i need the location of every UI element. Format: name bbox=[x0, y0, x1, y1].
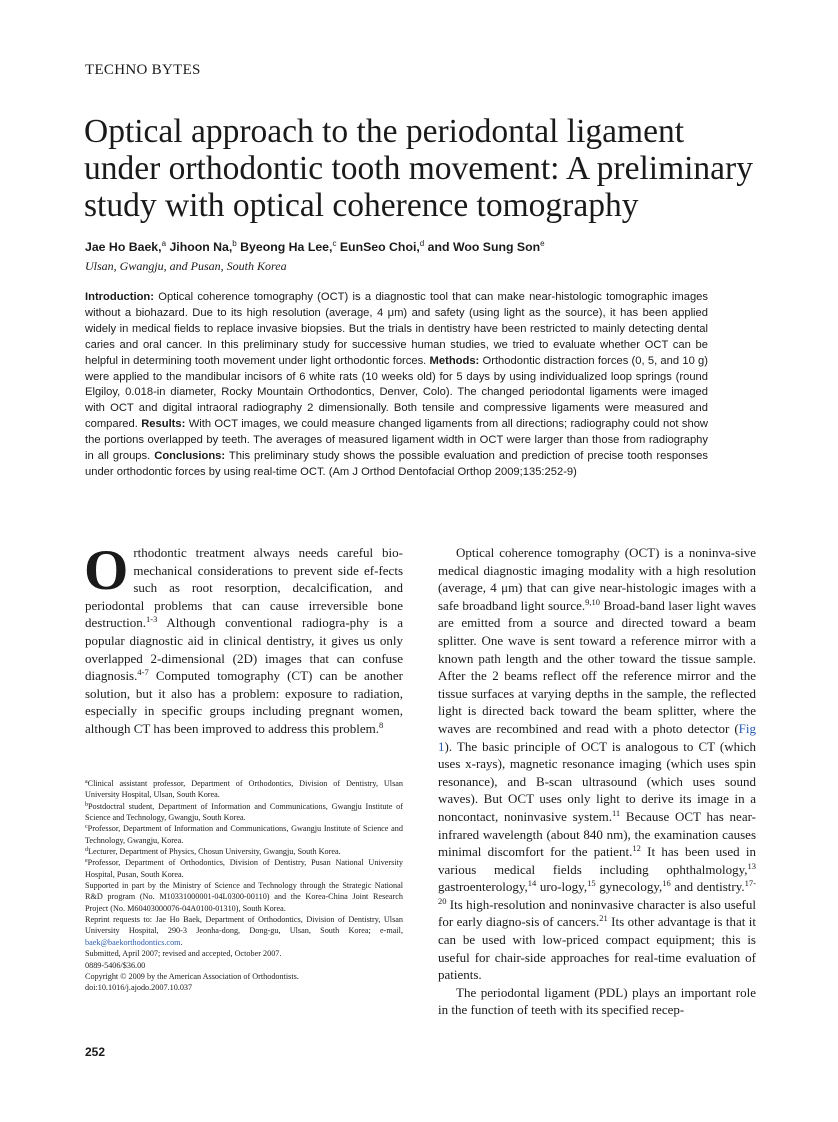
footnote-text: Postdoctral student, Department of Information and Communications, Gwangju Institute of Science and Technology, Gwangju, South Korea. bbox=[85, 801, 403, 823]
abstract-conclusions-text: This preliminary study shows the possible evaluation and prediction of precise tooth responses under orthodontic forces by using real-time OCT. (Am J Orthod Dentofacial Orthop 2009;135:252-9) bbox=[85, 450, 708, 478]
footnote-item bbox=[85, 857, 403, 880]
author-name: Jae Ho Baek, bbox=[85, 240, 162, 254]
section-label: TECHNO BYTES bbox=[85, 62, 201, 78]
footnote-text: Professor, Department of Information and Communications, Gwangju Institute of Science and Technology, Gwangju, Korea. bbox=[85, 824, 403, 845]
reprint-request-note bbox=[85, 914, 403, 948]
article-title bbox=[84, 113, 764, 224]
body-text: ). The basic principle of OCT is analogous to CT (which uses x-rays), magnetic resonance imaging (which uses spin resonance), and B-scan ultrasound (which uses sound waves). But OCT uses only light to derive its image in a noncontact, noninvasive system. bbox=[438, 738, 756, 824]
body-text: Computed tomography (CT) can be another solution, but it also has a problem: exposure to radiation, especially in specific groups including pregnant women, although CT has been improved to address this problem. bbox=[85, 668, 403, 736]
reference-citation[interactable]: 8 bbox=[379, 719, 384, 730]
title-line: Optical approach to the periodontal ligament bbox=[84, 113, 685, 150]
body-text: Broad-band laser light waves are emitted from a source and directed toward a beam splitter. One wave is sent toward a reference mirror with a known path length and the other toward the tissue sample. After the 2 beams reflect off the reference mirror and the tissue surfaces at varying depths in the sample, the reflected light is directed back toward the beam splitter, where the waves are recombined and read with a photo detector ( bbox=[438, 597, 757, 736]
footnote-item bbox=[85, 823, 403, 846]
body-text: Its other advantage is that it can be used with low-priced compact equipment; this is useful for chair-side approaches for real-time evaluation of patients. bbox=[438, 914, 756, 983]
abstract-methods-text: Orthodontic distraction forces (0, 5, and 10 g) were applied to the mandibular incisors of 6 white rats (10 weeks old) for 5 days by using individualized loop springs (round Elgiloy, 0.018-in diameter, Rocky Mountain Orthodontics, Denver, Colo). The changed periodontal ligaments were imaged with OCT and digital intraoral radiography 2 dimensionally. Both tensile and compressive ligaments were measured and compared. bbox=[85, 354, 708, 431]
body-text: rthodontic treatment always needs careful bio-mechanical considerations to prevent side ef-fects such as root resorption, decalcification, and periodontal problems that can cause irreversible bone destruction. bbox=[85, 545, 403, 631]
reference-citation[interactable]: 4-7 bbox=[137, 667, 149, 678]
author-location: Ulsan, Gwangju, and Pusan, South Korea bbox=[85, 259, 287, 273]
body-text: Because OCT has near-infrared wavelength (about 840 nm), the examination causes minimal discomfort for the patient. bbox=[438, 808, 756, 860]
body-text: Optical coherence tomography (OCT) is a noninva-sive medical diagnostic imaging modality with a high resolution (average, 4 μm) that can give near-histologic images with a safe broadband light source. bbox=[438, 545, 756, 613]
reference-citation[interactable]: 13 bbox=[747, 860, 756, 871]
body-column-left bbox=[84, 539, 403, 738]
reference-citation[interactable]: 17-20 bbox=[438, 878, 756, 906]
body-paragraph: The periodontal ligament (PDL) plays an important role in the function of teeth with its specified recep- bbox=[438, 984, 756, 1018]
body-text: It has been used in various medical fields including ophthalmology, bbox=[438, 844, 756, 877]
title-line: under orthodontic tooth movement: A preliminary bbox=[84, 150, 753, 187]
footnote-mark: e bbox=[85, 858, 88, 865]
reference-citation[interactable]: 14 bbox=[527, 878, 537, 889]
abstract bbox=[85, 290, 708, 481]
reference-citation[interactable]: 15 bbox=[587, 878, 596, 889]
footnote-text: Reprint requests to: Jae Ho Baek, Department of Orthodontics, Division of Dentistry, Ulsan University Hospital, 290-3 Jeonha-dong, Dong-gu, Ulsan, South Korea; e-mail, bbox=[85, 915, 403, 936]
author-name: Jihoon Na, bbox=[169, 240, 233, 254]
author-name: and Woo Sung Son bbox=[427, 240, 541, 254]
reference-citation[interactable]: 12 bbox=[632, 843, 641, 854]
footnote-text: Lecturer, Department of Physics, Chosun University, Gwangju, South Korea. bbox=[88, 847, 341, 857]
reference-citation[interactable]: 21 bbox=[599, 913, 608, 924]
figure-link[interactable]: Fig 1 bbox=[438, 720, 756, 754]
abstract-label-introduction: Introduction: bbox=[85, 291, 154, 303]
author-affiliation-mark: c bbox=[332, 239, 337, 248]
body-text: gastroenterology, bbox=[438, 879, 528, 895]
author-affiliation-mark: e bbox=[540, 239, 545, 248]
body-paragraph bbox=[438, 544, 756, 984]
footnote-mark: c bbox=[85, 824, 88, 831]
footnote-item bbox=[85, 801, 403, 824]
footnote-text: Professor, Department of Orthodontics, Division of Dentistry, Pusan National University Hospital, Pusan, South Korea. bbox=[85, 858, 403, 879]
body-text: and dentistry. bbox=[670, 879, 745, 895]
reference-citation[interactable]: 1-3 bbox=[146, 614, 158, 625]
body-text: gynecology, bbox=[595, 879, 663, 895]
email-link[interactable]: baek@baekorthodontics.com bbox=[85, 937, 181, 947]
footnote-item bbox=[85, 778, 403, 801]
submission-note: Submitted, April 2007; revised and accepted, October 2007. bbox=[85, 949, 282, 959]
body-text: Its high-resolution and noninvasive character is also useful for early diagno-sis of cancers. bbox=[438, 896, 756, 930]
funding-note: Supported in part by the Ministry of Science and Technology through the Strategic National R&D program (No. M10331000001-04L0300-00110) and the Korea-China Joint Research Project (No. M60403000076-04A0100-01310), South Korea. bbox=[85, 881, 403, 913]
abstract-introduction-text: Optical coherence tomography (OCT) is a diagnostic tool that can make near-histologic tomographic images without a biohazard. Due to its high resolution (average, 4 μm) and safety (using light as the source), it has been applied widely in medical fields to replace invasive biopsies. But the trials in dentistry have been restricted to mainly detecting dental caries and oral cancer. In this preliminary study for successive human studies, we tried to evaluate whether OCT can be helpful in determining tooth movement under light orthodontic forces. bbox=[85, 291, 708, 367]
author-affiliation-mark: d bbox=[419, 239, 425, 248]
abstract-label-methods: Methods: bbox=[429, 354, 480, 367]
footnote-text: Clinical assistant professor, Department of Orthodontics, Division of Dentistry, Ulsan University Hospital, Ulsan, South Korea. bbox=[85, 779, 403, 800]
footnote-mark: b bbox=[85, 801, 88, 808]
abstract-label-conclusions: Conclusions: bbox=[154, 450, 226, 463]
title-line: study with optical coherence tomography bbox=[84, 187, 639, 224]
doi-note: doi:10.1016/j.ajodo.2007.10.037 bbox=[85, 983, 193, 993]
issn-note: 0889-5406/$36.00 bbox=[85, 960, 146, 970]
footnote-item bbox=[85, 846, 403, 857]
reference-citation[interactable]: 9,10 bbox=[585, 596, 601, 607]
footnotes bbox=[85, 778, 403, 994]
body-text: Although conventional radiogra-phy is a popular diagnostic aid in clinical dentistry, it gives us only overlapped 2-dimensional (2D) images that can confuse diagnosis. bbox=[85, 615, 403, 684]
author-affiliation-mark: b bbox=[232, 239, 237, 248]
footnote-mark: d bbox=[85, 847, 88, 854]
body-text: uro-logy, bbox=[536, 879, 588, 895]
drop-cap: O bbox=[84, 539, 129, 602]
body-column-right bbox=[438, 544, 756, 1019]
author-name: EunSeo Choi, bbox=[339, 240, 420, 254]
reference-citation[interactable]: 11 bbox=[611, 807, 621, 818]
author-affiliation-mark: a bbox=[161, 239, 167, 248]
copyright-note: Copyright © 2009 by the American Association of Orthodontists. bbox=[85, 971, 299, 981]
page-number: 252 bbox=[85, 1045, 106, 1059]
footnote-text: . bbox=[180, 937, 183, 947]
body-paragraph bbox=[84, 539, 403, 738]
footnote-mark: a bbox=[85, 779, 88, 785]
abstract-label-results: Results: bbox=[141, 418, 186, 431]
author-list bbox=[85, 240, 745, 254]
reference-citation[interactable]: 16 bbox=[662, 878, 671, 889]
author-name: Byeong Ha Lee, bbox=[240, 240, 333, 254]
abstract-results-text: With OCT images, we could measure changed ligaments from all directions; radiography could not show the portions overlapped by teeth. The averages of measured ligament width in OCT were larger than those from radiography in all groups. bbox=[85, 418, 708, 463]
